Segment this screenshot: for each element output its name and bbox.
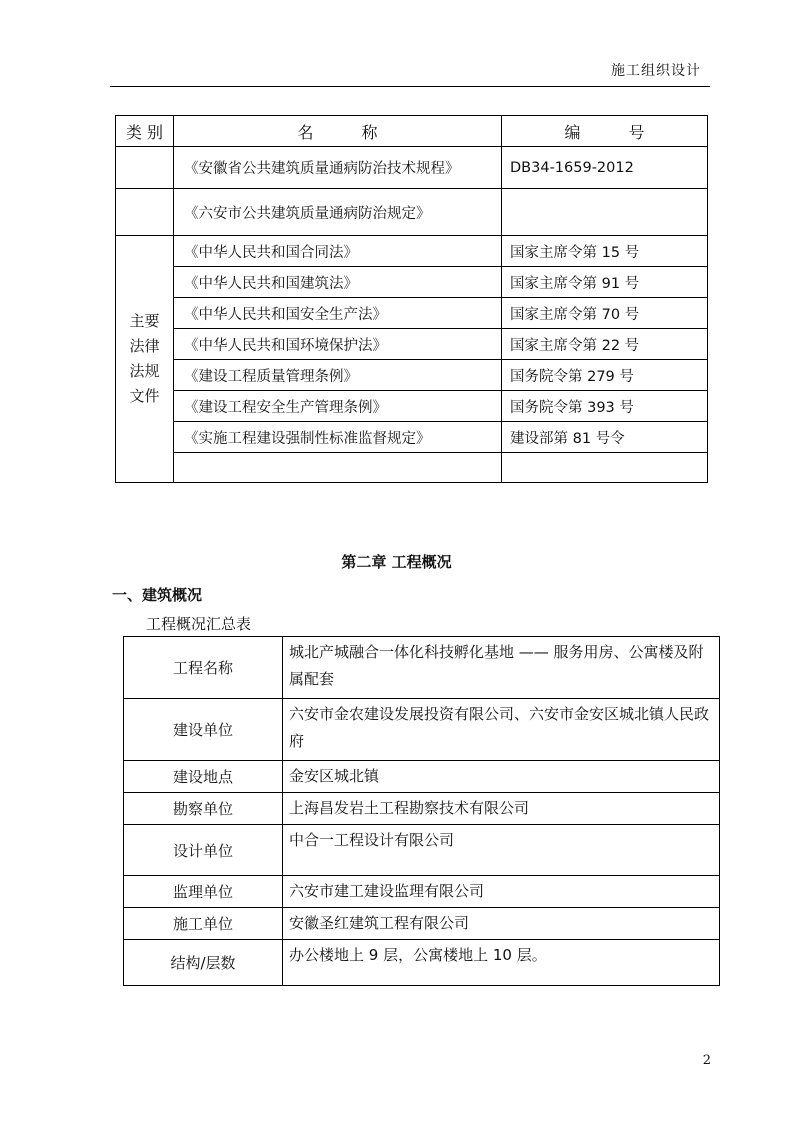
overview-value: 中合一工程设计有限公司 [283, 825, 720, 876]
running-header-title: 施工组织设计 [611, 63, 701, 79]
category-line: 主要 [129, 312, 160, 330]
law-code-empty [502, 453, 708, 483]
table-row [124, 825, 720, 876]
law-name: 《中华人民共和国建筑法》 [174, 267, 502, 298]
law-name: 《建设工程质量管理条例》 [174, 360, 502, 391]
table-row [124, 876, 720, 908]
overview-value: 办公楼地上 9 层，公寓楼地上 10 层。 [283, 940, 720, 986]
law-code: 国务院令第 393 号 [502, 391, 708, 422]
law-name: 《实施工程建设强制性标准监督规定》 [174, 422, 502, 453]
table-row [124, 793, 720, 825]
category-line: 文件 [129, 387, 160, 405]
law-code: 建设部第 81 号令 [502, 422, 708, 453]
law-code: 国务院令第 279 号 [502, 360, 708, 391]
category-main-laws [116, 236, 174, 483]
category-cell-empty [116, 147, 174, 189]
overview-label: 监理单位 [124, 876, 283, 908]
table-row [116, 189, 708, 236]
law-name: 《中华人民共和国环境保护法》 [174, 329, 502, 360]
laws-table-header-row [116, 116, 708, 147]
overview-label: 工程名称 [124, 637, 283, 699]
table-row [124, 699, 720, 761]
law-code: 国家主席令第 91 号 [502, 267, 708, 298]
overview-value: 安徽圣红建筑工程有限公司 [283, 908, 720, 940]
law-name: 《中华人民共和国合同法》 [174, 236, 502, 267]
overview-label: 设计单位 [124, 825, 283, 876]
table-row [116, 147, 708, 189]
law-name: 《中华人民共和国安全生产法》 [174, 298, 502, 329]
laws-table [115, 115, 708, 483]
overview-value: 六安市金农建设发展投资有限公司、六安市金安区城北镇人民政府 [283, 699, 720, 761]
overview-label: 勘察单位 [124, 793, 283, 825]
header-rule [110, 86, 710, 87]
table-row [116, 391, 708, 422]
law-name: 《六安市公共建筑质量通病防治规定》 [174, 189, 502, 236]
law-code: 国家主席令第 15 号 [502, 236, 708, 267]
page-number: 2 [702, 1053, 711, 1068]
table-row [116, 267, 708, 298]
overview-label: 建设地点 [124, 761, 283, 793]
table-row [124, 940, 720, 986]
category-line: 法律 [129, 337, 160, 355]
law-name-empty [174, 453, 502, 483]
table-row [124, 637, 720, 699]
table-row [116, 236, 708, 267]
header-name: 名 称 [174, 116, 502, 147]
law-code: DB34-1659-2012 [502, 147, 708, 189]
chapter-title: 第二章 工程概况 [341, 553, 452, 571]
section-title: 一、建筑概况 [112, 586, 203, 604]
overview-value: 六安市建工建设监理有限公司 [283, 876, 720, 908]
law-code: 国家主席令第 70 号 [502, 298, 708, 329]
table-row [116, 422, 708, 453]
header-code: 编 号 [502, 116, 708, 147]
overview-value: 城北产城融合一体化科技孵化基地 —— 服务用房、公寓楼及附属配套 [283, 637, 720, 699]
category-cell-empty [116, 189, 174, 236]
table-row [124, 761, 720, 793]
overview-value: 上海昌发岩土工程勘察技术有限公司 [283, 793, 720, 825]
table-row [116, 329, 708, 360]
overview-label: 建设单位 [124, 699, 283, 761]
overview-label: 施工单位 [124, 908, 283, 940]
law-name: 《安徽省公共建筑质量通病防治技术规程》 [174, 147, 502, 189]
table-caption: 工程概况汇总表 [146, 615, 252, 633]
header-category: 类 别 [116, 116, 174, 147]
overview-value: 金安区城北镇 [283, 761, 720, 793]
table-row [116, 298, 708, 329]
table-row [124, 908, 720, 940]
overview-table [123, 636, 720, 986]
law-code: 国家主席令第 22 号 [502, 329, 708, 360]
law-name: 《建设工程安全生产管理条例》 [174, 391, 502, 422]
category-line: 法规 [129, 362, 160, 380]
table-row [116, 453, 708, 483]
overview-label: 结构/层数 [124, 940, 283, 986]
law-code [502, 189, 708, 236]
table-row [116, 360, 708, 391]
